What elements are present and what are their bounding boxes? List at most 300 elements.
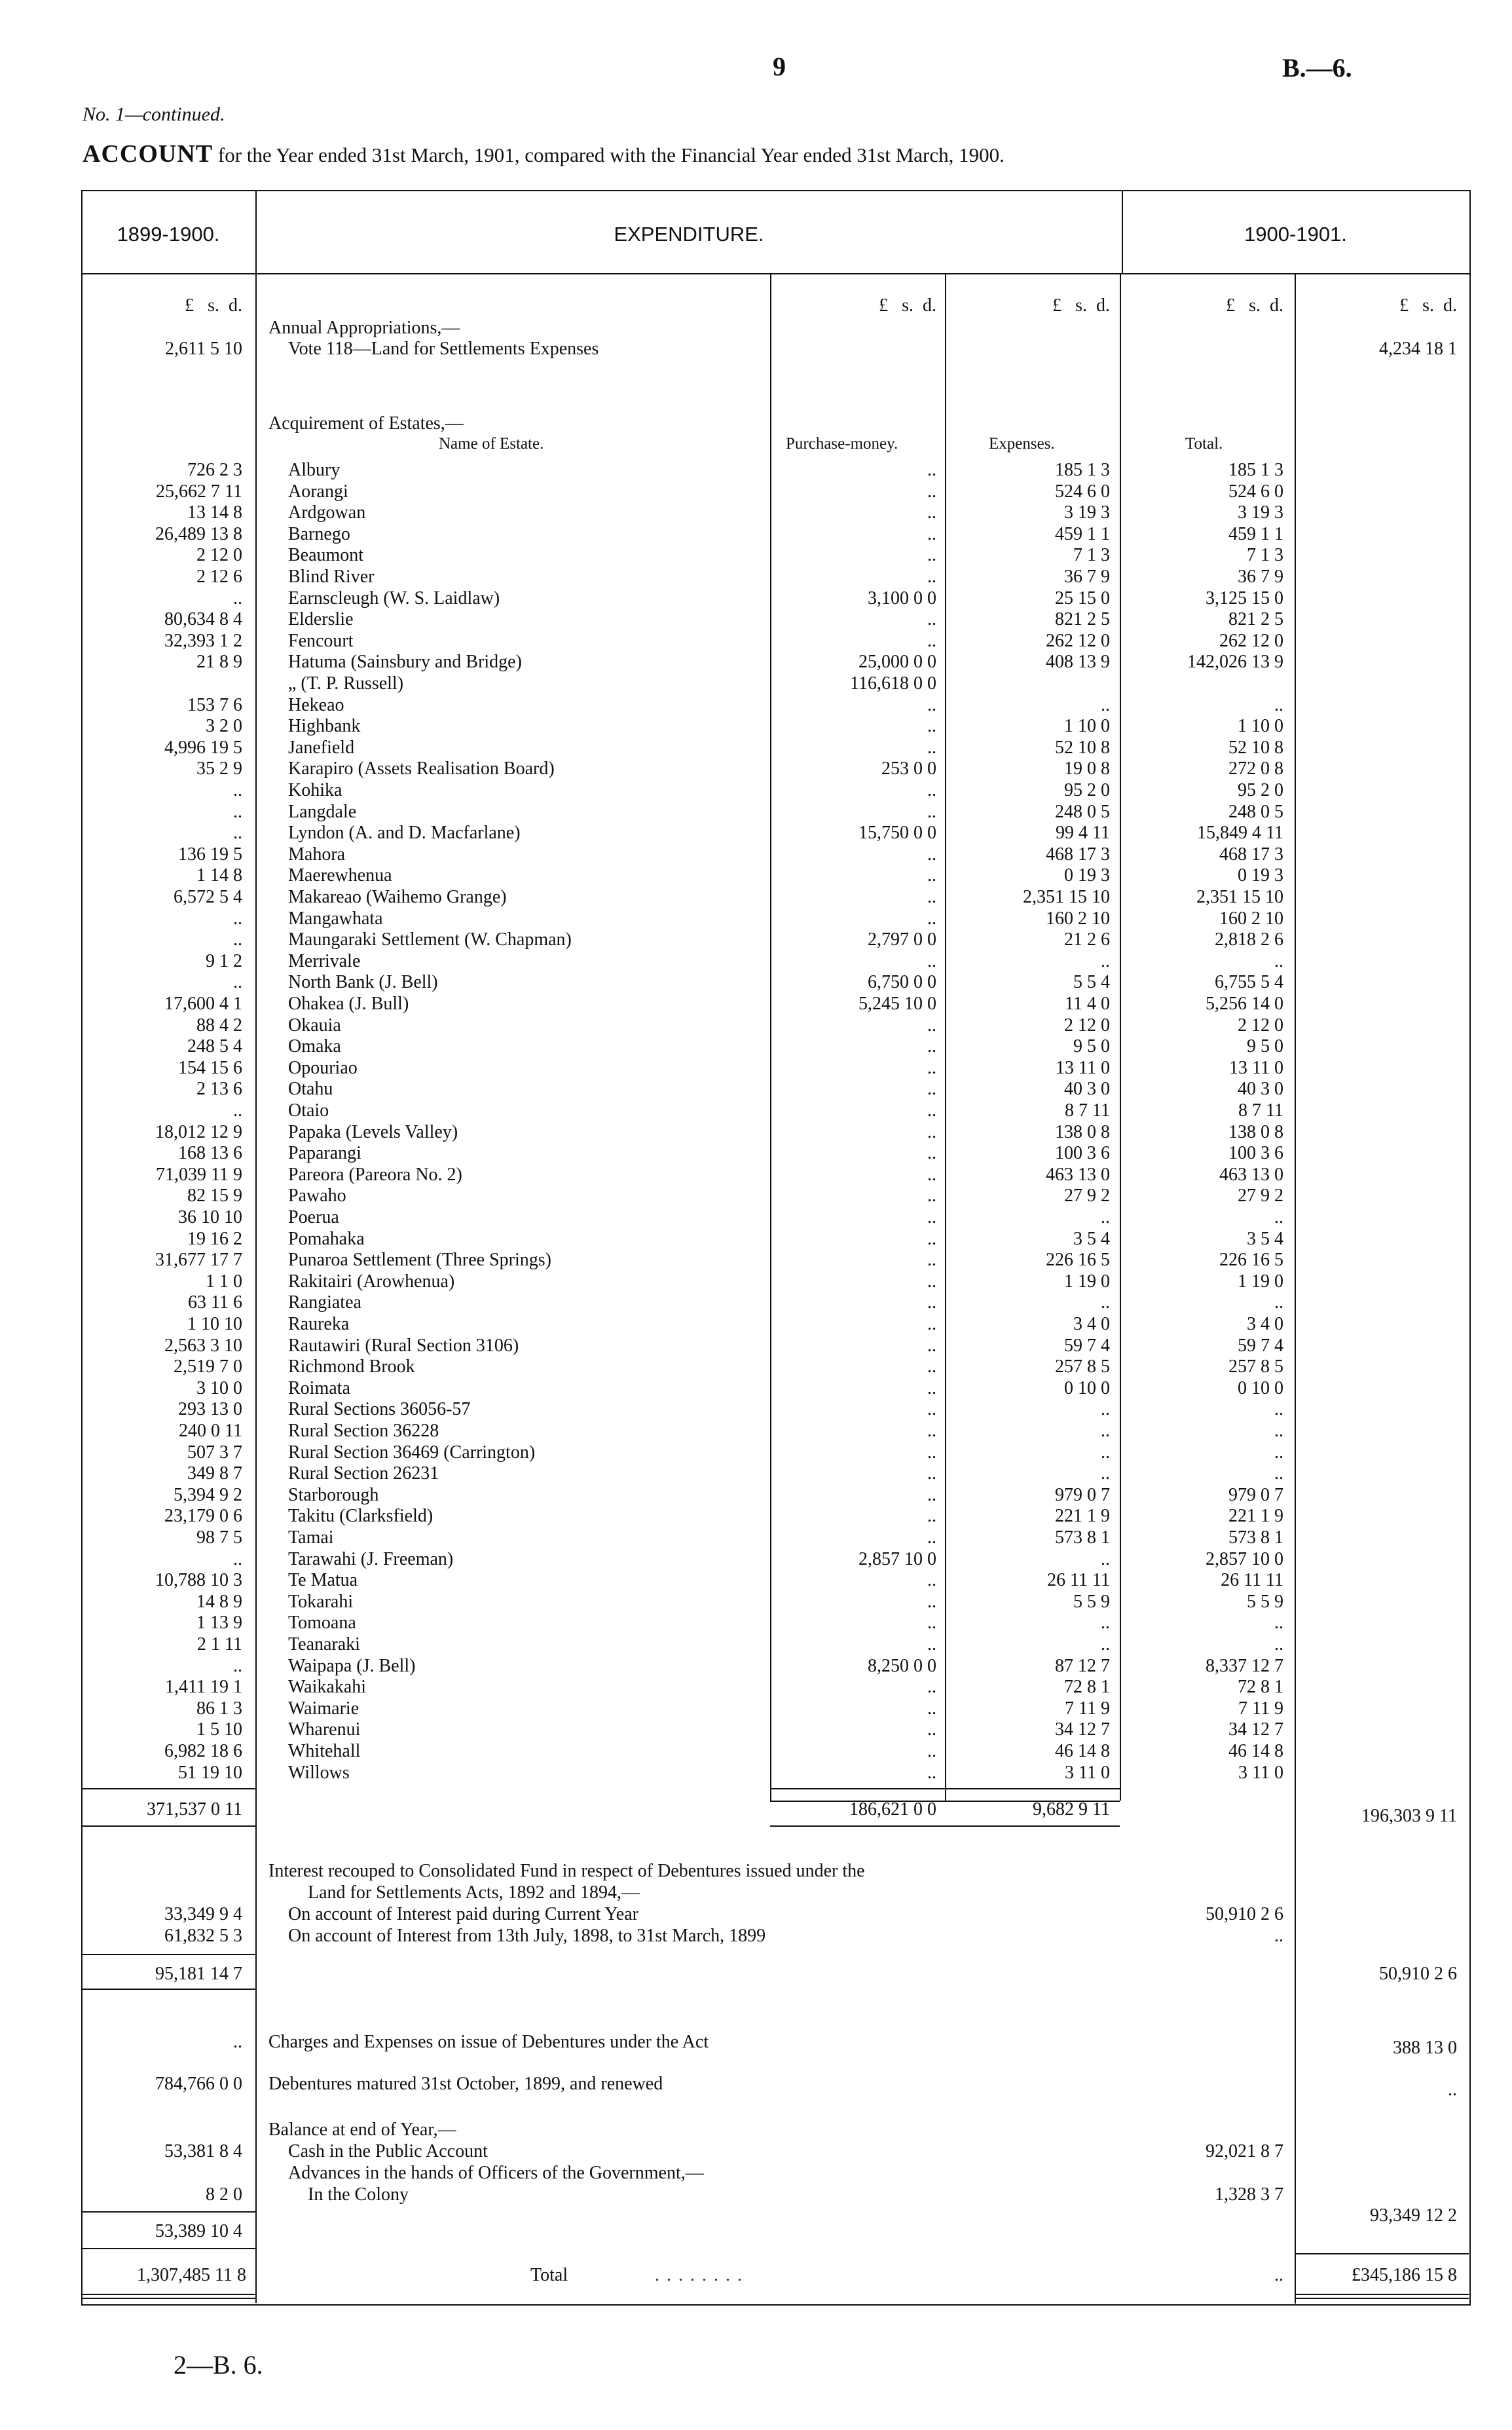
estate-prev: 9 1 2	[206, 950, 242, 971]
estate-expenses: 3 11 0	[1065, 1762, 1110, 1783]
estate-purchase: ..	[927, 1356, 936, 1377]
estate-prev: 3 2 0	[206, 716, 242, 737]
estate-expenses: 2 12 0	[1064, 1015, 1110, 1036]
estate-name: Te Matua	[288, 1570, 358, 1591]
estate-purchase: ..	[927, 1463, 936, 1484]
estate-name: Maungaraki Settlement (W. Chapman)	[288, 929, 572, 950]
estate-prev: 32,393 1 2	[164, 630, 242, 651]
estate-expenses: 468 17 3	[1046, 844, 1110, 865]
estate-total: 100 3 6	[1228, 1143, 1283, 1164]
estate-total: 138 0 8	[1228, 1121, 1283, 1142]
estate-total: 15,849 4 11	[1197, 823, 1283, 844]
estate-prev: 1 1 0	[206, 1271, 242, 1292]
estate-name: Waipapa (J. Bell)	[288, 1655, 416, 1676]
estate-prev: 1,411 19 1	[165, 1677, 242, 1698]
estate-row	[0, 502, 1512, 523]
estate-total: ..	[1274, 1292, 1283, 1313]
estate-prev: 82 15 9	[187, 1186, 242, 1206]
annual-label: Annual Appropriations,—	[268, 318, 460, 338]
estate-row	[0, 630, 1512, 652]
estate-row	[0, 886, 1512, 908]
estate-total: ..	[1274, 1207, 1283, 1227]
estate-name: Pareora (Pareora No. 2)	[288, 1164, 462, 1185]
estate-row	[0, 1655, 1512, 1677]
estate-purchase: 15,750 0 0	[858, 823, 936, 844]
page-code: B.—6.	[1282, 53, 1352, 83]
estate-expenses: 463 13 0	[1046, 1164, 1110, 1185]
colhead-name: Name of Estate.	[439, 435, 544, 453]
estate-name: Waikakahi	[288, 1677, 367, 1698]
balance-cash-row: 53,381 8 4 Cash in the Public Account 92,021 8 7	[164, 2141, 1283, 2161]
estate-prev: 1 14 8	[196, 865, 242, 886]
estate-expenses: 185 1 3	[1055, 460, 1110, 480]
estate-row	[0, 1078, 1512, 1100]
estate-row	[0, 1484, 1512, 1506]
estate-purchase: ..	[927, 694, 936, 715]
estate-name: Makareao (Waihemo Grange)	[288, 887, 507, 907]
cur-prev: £ s. d.	[185, 295, 242, 316]
estate-purchase: ..	[927, 1377, 936, 1398]
estate-total: 272 0 8	[1228, 758, 1283, 779]
annual-vote: Vote 118—Land for Settlements Expenses	[288, 339, 599, 359]
estate-purchase: 5,245 10 0	[858, 994, 936, 1014]
page-number: 9	[773, 52, 786, 81]
estate-purchase: 2,857 10 0	[858, 1548, 936, 1569]
estate-total: 72 8 1	[1238, 1677, 1283, 1698]
estate-purchase: ..	[927, 1228, 936, 1249]
estate-expenses: ..	[1101, 694, 1110, 715]
estate-expenses: ..	[1101, 1613, 1110, 1634]
estate-name: Teanaraki	[288, 1634, 360, 1654]
estate-prev: 154 15 6	[178, 1057, 242, 1078]
interest-line2: Land for Settlements Acts, 1892 and 1894,—	[308, 1882, 640, 1903]
estate-purchase: ..	[927, 630, 936, 651]
estate-purchase: ..	[927, 1762, 936, 1783]
estate-name: Raureka	[288, 1314, 350, 1334]
estates-colhead-row	[0, 434, 1512, 454]
estate-expenses: 3 5 4	[1073, 1228, 1110, 1249]
annual-total: 4,234 18 1	[1379, 339, 1457, 359]
matured-row: 784,766 0 0 Debentures matured 31st October, 1899, and renewed ..	[155, 2074, 1457, 2100]
estate-total: 0 10 0	[1238, 1377, 1283, 1398]
estate-row	[0, 1100, 1512, 1121]
estate-name: Janefield	[288, 737, 355, 758]
estate-purchase: ..	[927, 1613, 936, 1634]
estate-expenses: ..	[1101, 1399, 1110, 1420]
estate-total: ..	[1274, 1421, 1283, 1441]
estate-row	[0, 1036, 1512, 1057]
estate-total: 468 17 3	[1219, 844, 1283, 865]
estate-total: 573 8 1	[1228, 1527, 1283, 1548]
estate-prev: 31,677 17 7	[155, 1250, 242, 1271]
estate-prev: 98 7 5	[196, 1527, 242, 1548]
estate-prev: ..	[233, 801, 242, 822]
estate-prev: 13 14 8	[187, 502, 242, 523]
estate-total: 46 14 8	[1228, 1741, 1283, 1761]
estate-purchase: ..	[927, 1741, 936, 1761]
estate-total: 59 7 4	[1238, 1335, 1283, 1356]
estate-row	[0, 1463, 1512, 1484]
account-title: ACCOUNT for the Year ended 31st March, 1901, compared with the Financial Year ended 31st March, 1900.	[83, 140, 1005, 168]
estate-purchase: ..	[927, 567, 936, 587]
colhead-total: Total.	[1185, 435, 1223, 453]
estate-total: ..	[1274, 694, 1283, 715]
estate-row	[0, 1719, 1512, 1740]
estate-name: Rakitairi (Arowhenua)	[288, 1271, 455, 1292]
estate-total: 248 0 5	[1228, 801, 1283, 822]
estate-name: Opouriao	[288, 1057, 358, 1078]
estate-expenses: 99 4 11	[1056, 823, 1110, 844]
estate-prev: 1 13 9	[196, 1613, 242, 1634]
estate-prev: 2 1 11	[197, 1634, 242, 1654]
estate-row	[0, 1164, 1512, 1186]
estate-row	[0, 822, 1512, 844]
estate-total: 3 11 0	[1238, 1762, 1283, 1783]
estate-expenses: 221 1 9	[1055, 1506, 1110, 1527]
estate-prev: ..	[233, 823, 242, 844]
estate-prev: 80,634 8 4	[164, 609, 242, 630]
estate-purchase: ..	[927, 1250, 936, 1271]
estate-expenses: 5 5 9	[1073, 1591, 1110, 1612]
estate-row	[0, 1591, 1512, 1613]
estate-expenses: 46 14 8	[1055, 1741, 1110, 1761]
estate-total: 13 11 0	[1229, 1057, 1283, 1078]
estate-total: 3 5 4	[1247, 1228, 1283, 1249]
estate-row	[0, 1377, 1512, 1399]
estate-purchase: ..	[927, 716, 936, 737]
estate-expenses: 13 11 0	[1056, 1057, 1110, 1078]
estate-prev: 349 8 7	[187, 1463, 242, 1484]
estate-total: 5,256 14 0	[1206, 994, 1283, 1014]
estate-expenses: ..	[1101, 1207, 1110, 1227]
estate-name: Albury	[288, 460, 341, 480]
estate-purchase: ..	[927, 481, 936, 502]
estate-total: 2 12 0	[1238, 1015, 1283, 1036]
estate-prev: 35 2 9	[196, 758, 242, 779]
estates-total-exp: 9,682 9 11	[1033, 1799, 1110, 1820]
estate-purchase: 2,797 0 0	[868, 929, 936, 950]
currency-header-row	[0, 295, 1512, 316]
estate-purchase: ..	[927, 1591, 936, 1612]
estate-expenses: ..	[1101, 1634, 1110, 1654]
estate-expenses: 226 16 5	[1046, 1250, 1110, 1271]
estate-row	[0, 1185, 1512, 1206]
estate-purchase: ..	[927, 1015, 936, 1036]
estate-row	[0, 1398, 1512, 1420]
estate-total: 160 2 10	[1219, 908, 1283, 929]
estate-row	[0, 1698, 1512, 1719]
estate-purchase: ..	[927, 1442, 936, 1463]
estate-row	[0, 1505, 1512, 1527]
estate-prev: 136 19 5	[178, 844, 242, 865]
estate-expenses: ..	[1101, 1463, 1110, 1484]
balance-label-row: Balance at end of Year,—	[268, 2120, 456, 2140]
estate-prev: 36 10 10	[178, 1207, 242, 1227]
estate-total: ..	[1274, 950, 1283, 971]
estate-purchase: ..	[927, 1100, 936, 1121]
cur-pm: £ s. d.	[879, 295, 936, 316]
estate-purchase: ..	[927, 1484, 936, 1505]
estate-row	[0, 1548, 1512, 1570]
estate-purchase: ..	[927, 523, 936, 544]
estate-name: Rural Section 26231	[288, 1463, 439, 1484]
page-footer: 2—B. 6.	[174, 2350, 263, 2380]
estate-purchase: ..	[927, 1207, 936, 1227]
estate-purchase: ..	[927, 1677, 936, 1698]
estate-row	[0, 1271, 1512, 1292]
estate-purchase: ..	[927, 1057, 936, 1078]
total-row: 1,307,485 11 8 Total . . . . . . . . .. £345,186 15 8	[0, 2264, 1512, 2286]
estate-prev: ..	[233, 1548, 242, 1569]
estate-purchase: ..	[927, 801, 936, 822]
estate-expenses: 524 6 0	[1055, 481, 1110, 502]
total-prev: 1,307,485 11 8	[137, 2265, 246, 2285]
estate-name: Rural Section 36469 (Carrington)	[288, 1442, 536, 1463]
estate-expenses: 25 15 0	[1055, 588, 1110, 608]
estate-row	[0, 865, 1512, 886]
estate-prev: 1 5 10	[196, 1719, 242, 1740]
estate-expenses: ..	[1101, 1442, 1110, 1463]
estate-name: Willows	[288, 1762, 350, 1783]
estate-prev: 6,572 5 4	[174, 887, 242, 907]
estate-row	[0, 1313, 1512, 1335]
estate-expenses: 7 11 9	[1065, 1698, 1110, 1719]
estate-purchase: ..	[927, 844, 936, 865]
estate-name: Langdale	[288, 801, 357, 822]
estate-total: ..	[1274, 1442, 1283, 1463]
annual-label-row	[0, 317, 1512, 339]
estate-total: 459 1 1	[1228, 523, 1283, 544]
estate-prev: 726 2 3	[187, 460, 242, 480]
estate-prev: 26,489 13 8	[155, 523, 242, 544]
cur-tot: £ s. d.	[1226, 295, 1283, 316]
estate-total: 27 9 2	[1238, 1186, 1283, 1206]
estate-prev: ..	[233, 1655, 242, 1676]
estate-total: 9 5 0	[1247, 1036, 1283, 1057]
estate-row	[0, 1676, 1512, 1698]
estate-purchase: ..	[927, 865, 936, 886]
estate-total: 8,337 12 7	[1206, 1655, 1283, 1676]
estate-total: ..	[1274, 1463, 1283, 1484]
estate-name: Rural Section 36228	[288, 1421, 439, 1441]
interest-b-row: 61,832 5 3 On account of Interest from 13th July, 1898, to 31st March, 1899 ..	[164, 1926, 1283, 1946]
estate-row	[0, 1015, 1512, 1036]
estate-purchase: 25,000 0 0	[858, 652, 936, 673]
estate-purchase: ..	[927, 737, 936, 758]
estate-expenses: 11 4 0	[1065, 994, 1110, 1014]
section-heading: No. 1—continued.	[83, 103, 225, 125]
estate-total: 3 19 3	[1238, 502, 1283, 523]
estate-prev: 1 10 10	[187, 1314, 242, 1334]
estate-prev: 17,600 4 1	[164, 994, 242, 1014]
estate-purchase: ..	[927, 1186, 936, 1206]
estate-prev: 6,982 18 6	[164, 1741, 242, 1761]
estate-row	[0, 588, 1512, 609]
estate-purchase: ..	[927, 1314, 936, 1334]
total-label: Total	[530, 2265, 568, 2285]
balance-adv-row: Advances in the hands of Officers of the Government,—	[288, 2163, 704, 2183]
estate-expenses: 1 10 0	[1064, 716, 1110, 737]
estate-total: 7 1 3	[1247, 545, 1283, 566]
estate-prev: 2,563 3 10	[164, 1335, 242, 1356]
estate-purchase: 116,618 0 0	[850, 673, 936, 694]
cur-exp: £ s. d.	[1052, 295, 1110, 316]
estates-total-grand: 196,303 9 11	[1361, 1806, 1457, 1826]
estate-name: Tomoana	[288, 1613, 356, 1634]
estate-row	[0, 1527, 1512, 1548]
estate-row	[0, 844, 1512, 865]
estate-prev: 4,996 19 5	[164, 737, 242, 758]
estate-row	[0, 1249, 1512, 1271]
estate-prev: ..	[233, 780, 242, 800]
estate-expenses: ..	[1101, 1292, 1110, 1313]
estate-prev: ..	[233, 908, 242, 929]
estate-total: 6,755 5 4	[1215, 972, 1283, 993]
estate-purchase: 6,750 0 0	[868, 972, 936, 993]
estate-name: Highbank	[288, 716, 361, 737]
estate-name: Tarawahi (J. Freeman)	[288, 1548, 454, 1569]
estate-purchase: ..	[927, 1527, 936, 1548]
estate-purchase: 253 0 0	[881, 758, 936, 779]
estate-total: 821 2 5	[1228, 609, 1283, 630]
estate-name: Papaka (Levels Valley)	[288, 1121, 458, 1142]
estate-expenses: 40 3 0	[1064, 1079, 1110, 1100]
estate-expenses: 34 12 7	[1055, 1719, 1110, 1740]
estate-total: 142,026 13 9	[1187, 652, 1283, 673]
estate-prev: 240 0 11	[179, 1421, 242, 1441]
estate-name: Fencourt	[288, 630, 354, 651]
estate-row	[0, 523, 1512, 545]
estate-row	[0, 1356, 1512, 1377]
estate-prev: 14 8 9	[196, 1591, 242, 1612]
estate-purchase: ..	[927, 609, 936, 630]
estate-name: Whitehall	[288, 1741, 361, 1761]
balance-sub-row: 53,389 10 4 93,349 12 2	[155, 2205, 1457, 2241]
estate-expenses: 19 0 8	[1064, 758, 1110, 779]
estate-name: Merrivale	[288, 950, 361, 971]
estate-expenses: 2,351 15 10	[1023, 887, 1110, 907]
estate-row	[0, 1057, 1512, 1079]
estate-prev: 19 16 2	[187, 1228, 242, 1249]
estate-prev: 2 12 0	[196, 545, 242, 566]
estate-row	[0, 1335, 1512, 1356]
estate-purchase: ..	[927, 1634, 936, 1654]
estate-name: Richmond Brook	[288, 1356, 415, 1377]
estate-purchase: ..	[927, 950, 936, 971]
estate-name: Takitu (Clarksfield)	[288, 1506, 433, 1527]
estate-row	[0, 715, 1512, 737]
estate-name: Ardgowan	[288, 502, 366, 523]
estate-name: Hekeao	[288, 694, 344, 715]
estate-name: Waimarie	[288, 1698, 360, 1719]
estate-name: Hatuma (Sainsbury and Bridge)	[288, 652, 522, 673]
estate-prev: 21 8 9	[196, 652, 242, 673]
estate-expenses: 408 13 9	[1046, 652, 1110, 673]
estate-name: Wharenui	[288, 1719, 361, 1740]
estate-prev: 3 10 0	[196, 1377, 242, 1398]
estate-purchase: ..	[927, 1570, 936, 1591]
estate-expenses: 459 1 1	[1055, 523, 1110, 544]
estate-prev: 168 13 6	[178, 1143, 242, 1164]
estates-title-row	[0, 413, 1512, 434]
estate-total: 95 2 0	[1238, 780, 1283, 800]
estate-row	[0, 993, 1512, 1015]
interest-sub-row: 95,181 14 7 50,910 2 6	[155, 1964, 1457, 1984]
estate-expenses: 0 10 0	[1064, 1377, 1110, 1398]
interest-line1: Interest recouped to Consolidated Fund in respect of Debentures issued under the	[268, 1861, 865, 1881]
colhead-purchase: Purchase-money.	[786, 435, 898, 453]
estate-total: 1 19 0	[1238, 1271, 1283, 1292]
estate-prev: 10,788 10 3	[155, 1570, 242, 1591]
estate-expenses: 52 10 8	[1055, 737, 1110, 758]
estate-expenses: 821 2 5	[1055, 609, 1110, 630]
estate-expenses: 0 19 3	[1064, 865, 1110, 886]
estate-prev: 2,519 7 0	[174, 1356, 242, 1377]
estate-prev: 25,662 7 11	[156, 481, 242, 502]
estate-row	[0, 950, 1512, 972]
estate-expenses: 573 8 1	[1055, 1527, 1110, 1548]
estate-expenses: 8 7 11	[1065, 1100, 1110, 1121]
estate-name: Rural Sections 36056-57	[288, 1399, 471, 1420]
estate-purchase: ..	[927, 1121, 936, 1142]
estate-row	[0, 1612, 1512, 1634]
estate-expenses: 9 5 0	[1073, 1036, 1110, 1057]
estate-prev: ..	[233, 1100, 242, 1121]
estate-purchase: ..	[927, 1506, 936, 1527]
estate-total: 2,818 2 6	[1215, 929, 1283, 950]
estate-prev: 507 3 7	[187, 1442, 242, 1463]
estate-row	[0, 779, 1512, 801]
estate-name: Rangiatea	[288, 1292, 361, 1313]
estates-title: Acquirement of Estates,—	[268, 413, 464, 434]
balance-colony-row: 8 2 0 In the Colony 1,328 3 7	[206, 2184, 1283, 2205]
estate-purchase: ..	[927, 1698, 936, 1719]
estate-purchase: ..	[927, 545, 936, 566]
estate-total: ..	[1274, 1399, 1283, 1420]
estate-prev: 5,394 9 2	[174, 1484, 242, 1505]
colhead-expenses: Expenses.	[989, 435, 1055, 453]
estate-name: Kohika	[288, 780, 342, 800]
estate-name: Karapiro (Assets Realisation Board)	[288, 758, 555, 779]
estate-name: Poerua	[288, 1207, 339, 1227]
estate-expenses: 7 1 3	[1073, 545, 1110, 566]
estate-total: 1 10 0	[1238, 716, 1283, 737]
estate-expenses: 87 12 7	[1055, 1655, 1110, 1676]
estate-row	[0, 481, 1512, 502]
col-1900: 1900-1901.	[1244, 223, 1347, 246]
estate-row	[0, 1740, 1512, 1762]
estate-row	[0, 801, 1512, 823]
estate-total: 463 13 0	[1219, 1164, 1283, 1185]
estate-name: Beaumont	[288, 545, 364, 566]
estate-name: Paparangi	[288, 1143, 361, 1164]
estate-expenses: 100 3 6	[1055, 1143, 1110, 1164]
estate-name: North Bank (J. Bell)	[288, 972, 438, 993]
estate-total: 7 11 9	[1238, 1698, 1283, 1719]
estate-row	[0, 694, 1512, 716]
estate-name: Mangawhata	[288, 908, 383, 929]
estate-total: 221 1 9	[1228, 1506, 1283, 1527]
estate-prev: 2 12 6	[196, 567, 242, 587]
estate-total: 26 11 11	[1221, 1570, 1283, 1591]
estate-total: 226 16 5	[1219, 1250, 1283, 1271]
estate-row	[0, 929, 1512, 950]
estate-row	[0, 1121, 1512, 1143]
estate-expenses: 5 5 4	[1073, 972, 1110, 993]
estate-prev: 2 13 6	[196, 1079, 242, 1100]
estate-name: Punaroa Settlement (Three Springs)	[288, 1250, 552, 1271]
estate-purchase: ..	[927, 1399, 936, 1420]
